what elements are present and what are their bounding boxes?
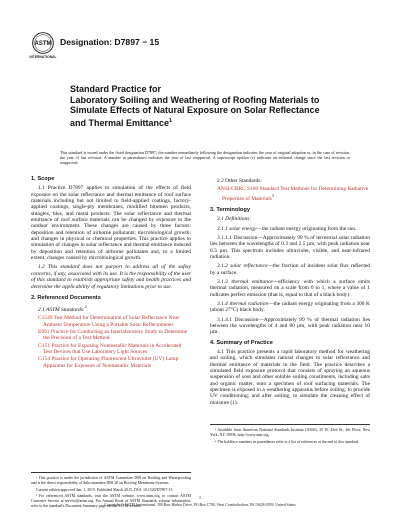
page-number: 1 — [198, 495, 202, 500]
definition-thermal-radiation: 3.1.4 thermal radiation—the radiant energy originating from a 300 K (about 27°C) black body. — [210, 300, 370, 314]
terminology-heading: 3. Terminology — [210, 206, 251, 213]
ref-e691[interactable]: E691 Practice for Conducting an Interlaboratory Study to Determine the Precision of a Test Method — [38, 329, 188, 342]
discussion-solar-energy: 3.1.1.1 Discussion—Approximately 99 % of terrestrial solar radiation lies between the wavelengths of 0.3 and 2.5 µm, with peak radiation near 0.5 µm. This spectrum includes ultraviolet, visible, and near-infrared radiation. — [210, 234, 370, 260]
ref-g154[interactable]: G154 Practice for Operating Fluorescent Ultraviolet (UV) Lamp Apparatus for Exposure of Nonmetallic Materials — [38, 356, 179, 369]
footnote-3: ³ Available from American National Standards Institute (ANSI), 25 W. 43rd St., 4th Floor, New York, NY 10036, http://www.ansi.org. — [210, 428, 370, 437]
standard-title — [70, 84, 370, 128]
right-column — [210, 176, 370, 409]
svg-text:ASTM: ASTM — [34, 41, 52, 48]
definitions-subheading: 3.1 Definitions: — [217, 216, 252, 223]
astm-logo — [31, 32, 55, 62]
footnote-edition: Current edition approved Jan. 1, 2015. Published March 2015. DOI: 10.1520/D7897-15 — [36, 487, 173, 492]
copyright-footer: Copyright © ASTM International, 100 Barr Harbor Drive, PO Box C700, West Conshohocken, PA 19428-2959. United States — [104, 503, 296, 507]
right-footnotes — [210, 424, 370, 446]
title-line-2: Laboratory Soiling and Weathering of Roofing Materials to — [70, 94, 320, 105]
ref-ansi-crrc-s100[interactable]: ANSI/CRRC S100 Standard Test Methods for Determining Radiative Properties of Materials$^3$ — [217, 186, 369, 202]
footnote-2: ² For referenced ASTM standards, visit the ASTM website, www.astm.org, or contact ASTM Customer Service at service@astm.org. For Annual Book of ASTM Standards volume information, refer to the standard's Document Summary page on the ASTM website. — [31, 494, 191, 508]
summary-4-1: 4.1 This practice presents a rapid laboratory method for weathering and soiling, which simulates natural changes in solar reflectance and thermal emittance of materials in the field. The practice describes a simulated field exposure protocol that consists of spraying an aqueous suspension of soot and other soluble soiling constituents, including salts and organic matter, onto a specimen of roof surfacing materials. The specimen is exposed in a weathering apparatus before soiling, to provide UV conditioning; and after soiling, to simulate the cleaning effect of moisture (1). — [210, 349, 370, 406]
ref-g151[interactable]: G151 Practice for Exposing Nonmetallic Materials in Accelerated Test Devices that Use Laboratory Light Sources — [38, 342, 182, 356]
left-column — [31, 176, 191, 370]
title-line-4: and Thermal Emittance$^1$ — [70, 117, 173, 128]
discussion-thermal-radiation: 3.1.4.1 Discussion—Approximately 99 % of thermal radiation lies between the wavelengths of 4 and 80 µm, with peak radiation near 10 µm. — [210, 316, 370, 336]
astm-standards-subheading: 2.1 ASTM Standards:$^2$ — [38, 305, 87, 313]
footnote-1: ¹ This practice is under the jurisdiction of ASTM Committee D08 on Roofing and Waterproofing and is the direct responsibility of Subcommittee D08.20 on Roofing Membrane Systems. — [31, 476, 191, 485]
definition-thermal-emittance: 3.1.3 thermal emittance—efficiency with which a surface emits thermal radiation, measured on a scale from 0 to 1, where a value of 1 indicates perfect emission (that is, equal to that of a black body). — [210, 278, 370, 298]
title-line-3: Simulate Effects of Natural Exposure on Solar Reflectance — [70, 105, 320, 116]
footnote-4: ⁴ The boldface numbers in parentheses refer to a list of references at the end of this standard. — [215, 439, 360, 444]
title-line-1: Standard Practice for — [70, 84, 162, 94]
scope-1-1: 1.1 Practice D7897 applies to simulation of the effects of field exposure on the solar reflectance and thermal emittance of roof surface materials including but not limited to field-applied coatings, factory-applied coatings, single-ply membranes, modified bitumen products, shingles, tiles, and metal products. The solar reflectance and thermal emittance of roof surface materials can be changed by exposure to the outdoor environment. These changes are caused by three factors: deposition and retention of airborne pollutants; microbiological growth; and changes in physical or chemical properties. This practice applies to simulation of changes in solar reflectance and thermal emittance induced by deposition and retention of airborne pollutants and, to a limited extent, changes caused by microbiological growth. — [31, 185, 191, 262]
logo-caption: INTERNATIONAL — [29, 55, 57, 59]
definition-solar-energy: 3.1.1 solar energy—the radiant energy originating from the sun. — [217, 225, 357, 232]
referenced-docs-heading: 2. Referenced Documents — [31, 294, 101, 301]
ref-c1549[interactable]: C1549 Test Method for Determination of Solar Reflectance Near Ambient Temperature Using a Portable Solar Reflectometer — [38, 315, 180, 328]
summary-heading: 4. Summary of Practice — [210, 339, 273, 346]
scope-1-2: 1.2 This standard does not purport to address all of the safety concerns, if any, associated with its use. It is the responsibility of the user of this standard to establish appropriate safety and health practices and determine the applicability of regulatory limitations prior to use. — [31, 264, 191, 290]
other-standards-subheading: 2.2 Other Standards: — [217, 178, 262, 184]
scope-heading: 1. Scope — [31, 176, 55, 182]
title-footnote-mark: 1 — [169, 117, 173, 124]
issue-note: This standard is issued under the fixed designation D7897; the number immediately following the designation indicates the year of original adoption or, in the case of revision, the year of last revision. A number in parentheses indicates the year of last reapproval. A superscript epsilon (ε) indicates an editorial change since the last revision or reapproval. — [60, 150, 350, 166]
designation-label: Designation: D7897 − 15 — [60, 37, 160, 47]
astm-logo-icon — [32, 32, 54, 54]
definition-solar-reflectance: 3.1.2 solar reflectance—the fraction of incident solar flux reflected by a surface. — [210, 263, 370, 276]
